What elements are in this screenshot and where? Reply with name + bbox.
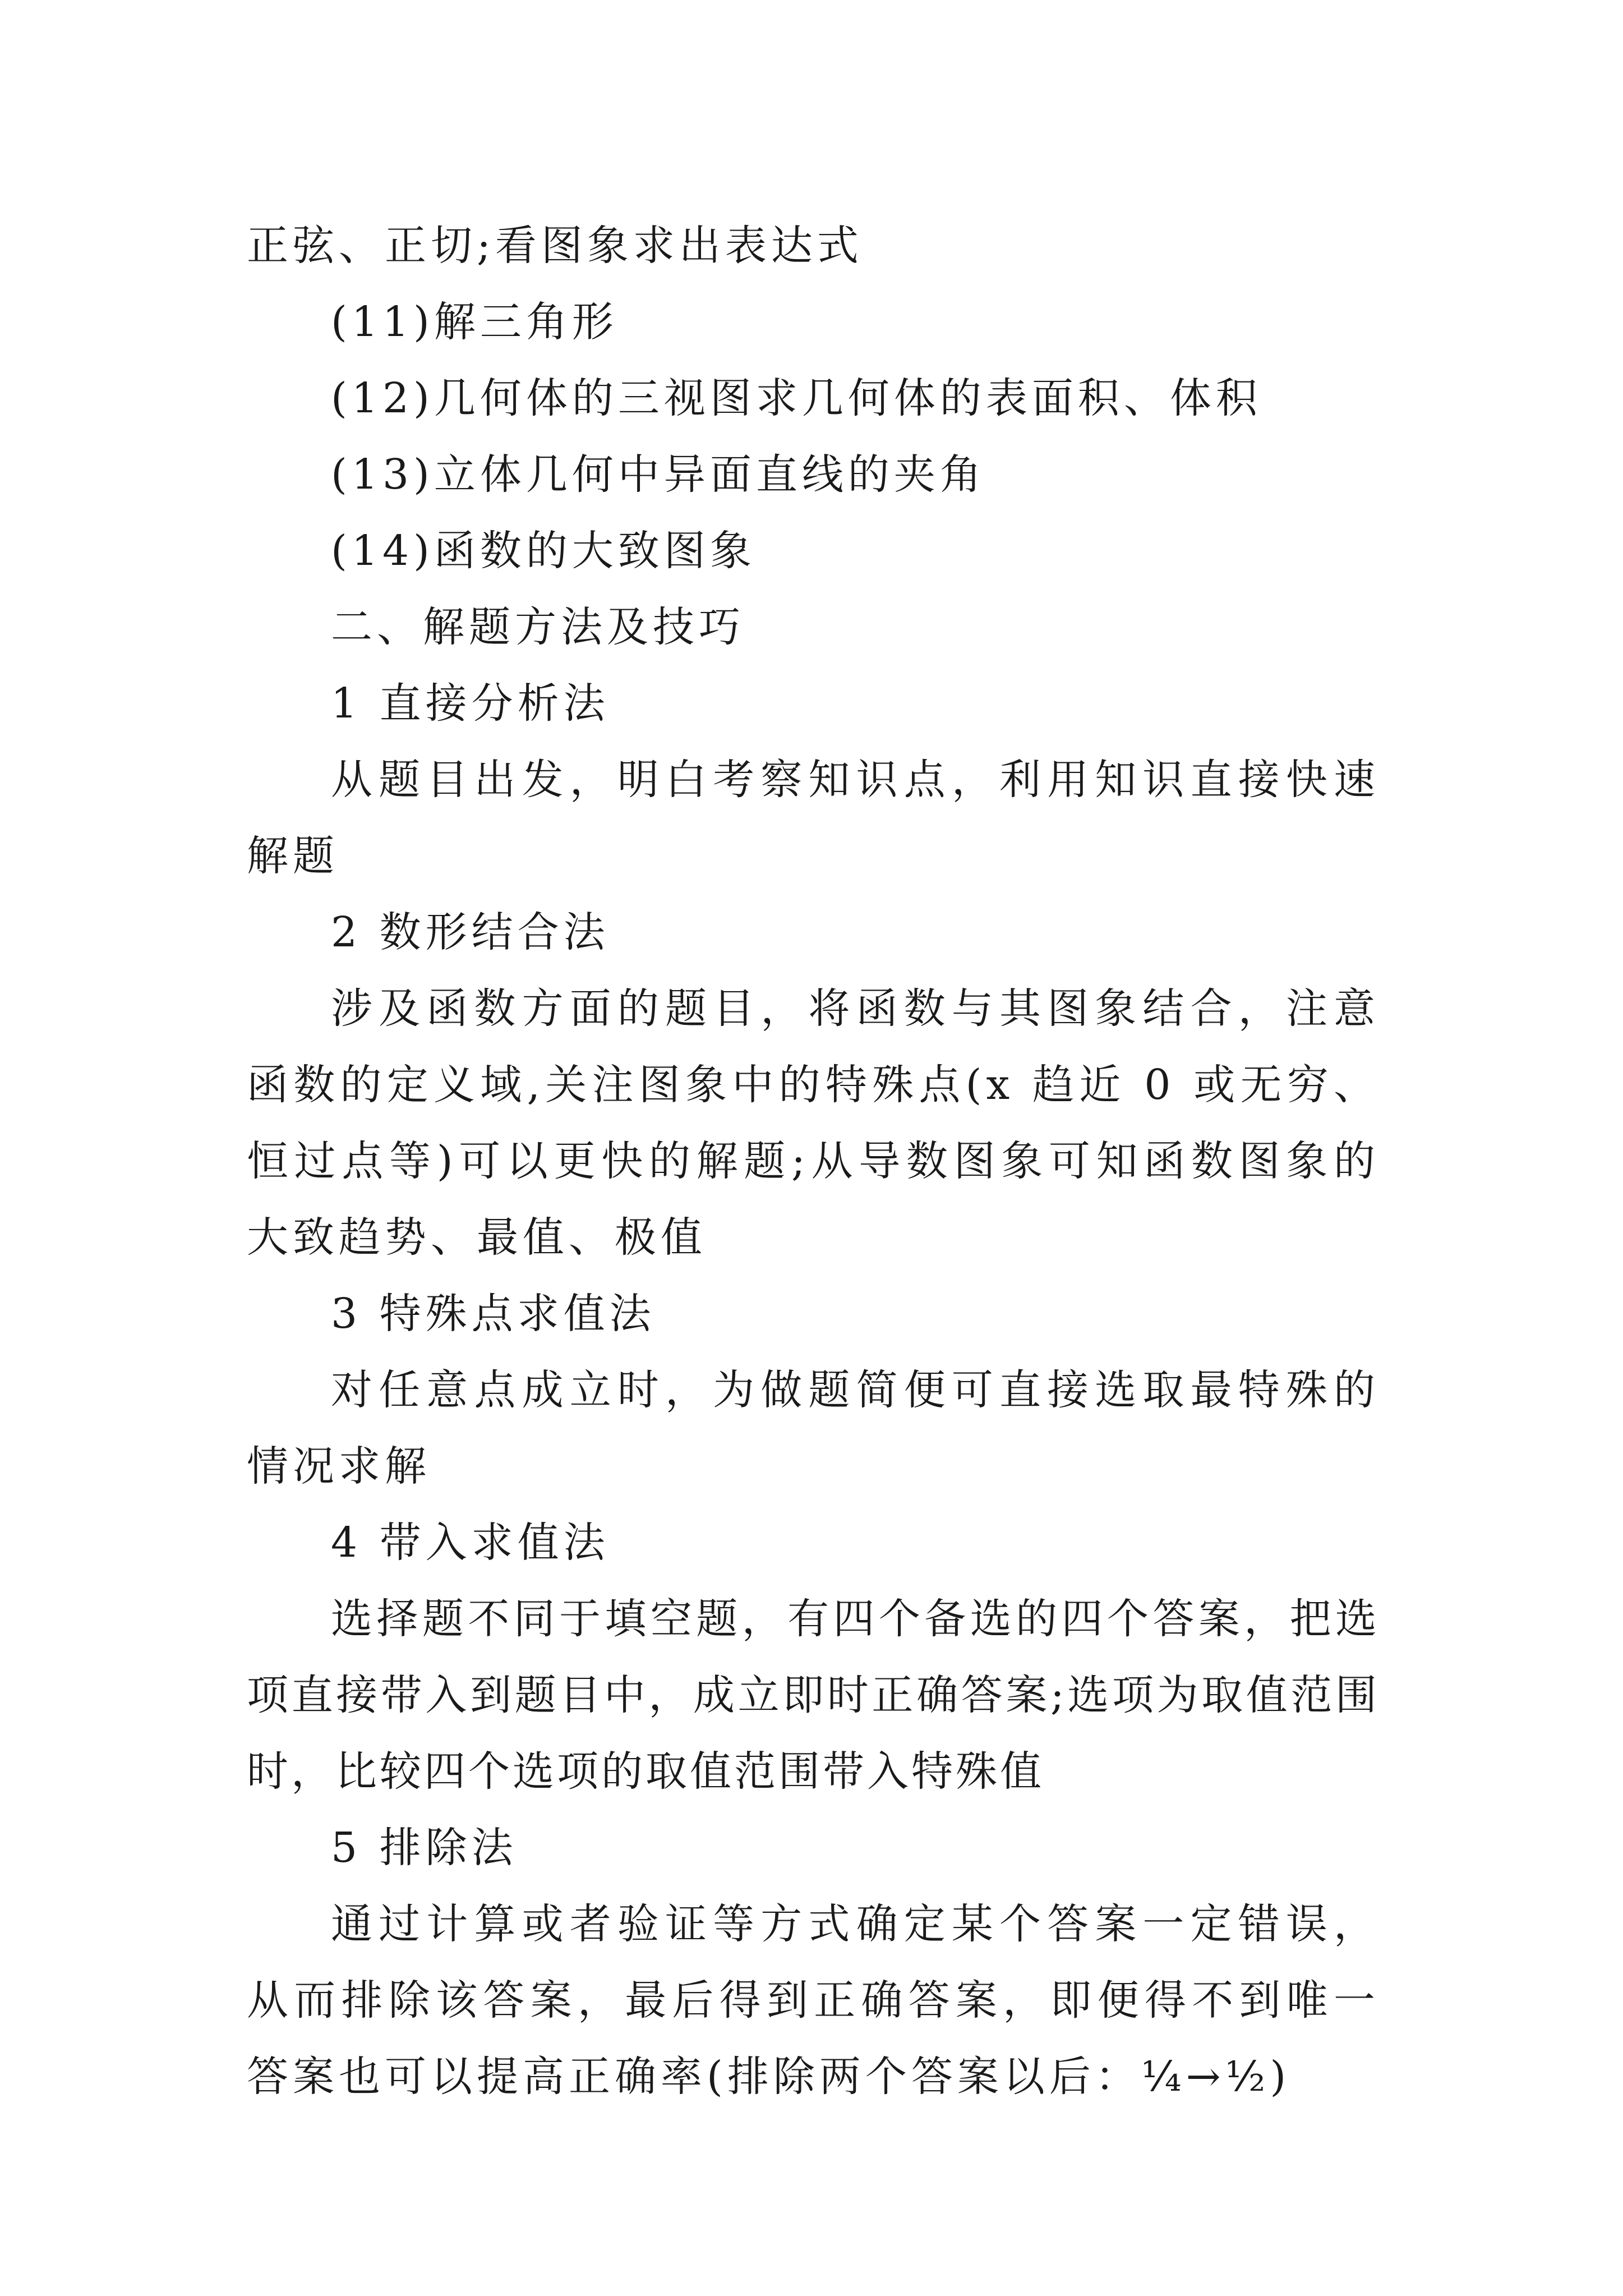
list-item-13: (13)立体几何中异面直线的夹角 xyxy=(331,450,986,499)
method-heading-5: 5 排除法 xyxy=(331,1824,518,1872)
method-body-1: 从题目出发，明白考察知识点，利用知识直接快速解题 xyxy=(247,756,1380,880)
method-heading-2: 2 数形结合法 xyxy=(331,908,610,956)
section-heading-methods: 二、解题方法及技巧 xyxy=(331,603,745,651)
document-body xyxy=(247,208,1380,2115)
method-body-3: 对任意点成立时，为做题简便可直接选取最特殊的情况求解 xyxy=(247,1366,1380,1490)
list-item-11: (11)解三角形 xyxy=(331,298,618,346)
method-body-4: 选择题不同于填空题，有四个备选的四个答案，把选项直接带入到题目中，成立即时正确答案;选项为取值范围时，比较四个选项的取值范围带入特殊值 xyxy=(247,1595,1380,1796)
method-heading-4: 4 带入求值法 xyxy=(331,1519,610,1567)
method-heading-3: 3 特殊点求值法 xyxy=(331,1290,656,1338)
list-item-14: (14)函数的大致图象 xyxy=(331,527,756,575)
method-heading-1: 1 直接分析法 xyxy=(331,679,610,728)
paragraph-sine-tangent: 正弦、正切;看图象求出表达式 xyxy=(247,222,863,270)
list-item-12: (12)几何体的三视图求几何体的表面积、体积 xyxy=(331,374,1262,422)
method-body-2: 涉及函数方面的题目，将函数与其图象结合，注意函数的定义域,关注图象中的特殊点(x 趋近 0 或无穷、恒过点等)可以更快的解题;从导数图象可知函数图象的大致趋势、最值、极值 xyxy=(247,984,1380,1262)
method-body-5: 通过计算或者验证等方式确定某个答案一定错误，从而排除该答案，最后得到正确答案，即便得不到唯一答案也可以提高正确率(排除两个答案以后：¼→½) xyxy=(247,1900,1380,2101)
